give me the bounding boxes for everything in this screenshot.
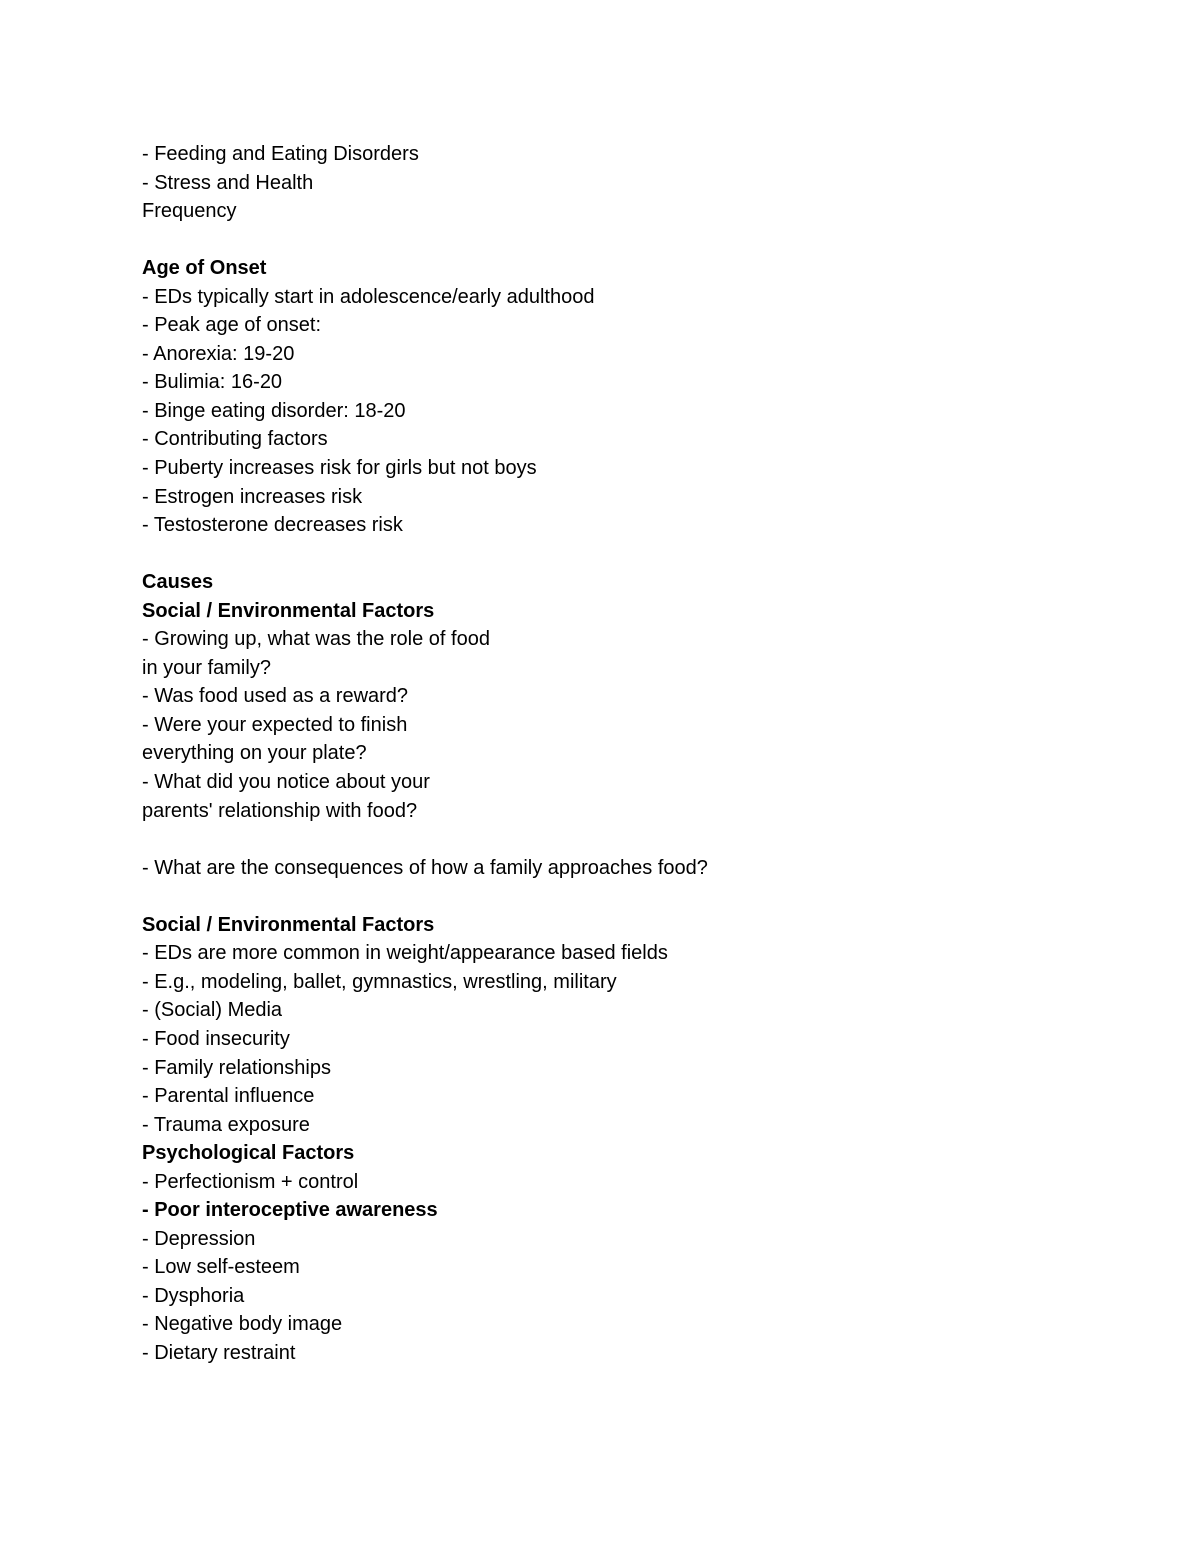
list-item: - Growing up, what was the role of food — [142, 628, 490, 651]
intro-line: - Stress and Health — [142, 171, 314, 194]
spacer — [142, 825, 1142, 854]
list-item: - EDs are more common in weight/appearance based fields — [142, 942, 668, 965]
list-item: - Negative body image — [142, 1313, 343, 1336]
subheading-social-environmental: Social / Environmental Factors — [142, 599, 435, 622]
spacer — [142, 882, 1142, 911]
list-item: - Food insecurity — [142, 1027, 290, 1050]
list-item: - (Social) Media — [142, 999, 283, 1022]
list-item: - Contributing factors — [142, 428, 328, 451]
list-item: - What did you notice about your — [142, 771, 430, 794]
list-item: - Dietary restraint — [142, 1341, 296, 1364]
list-item: - Bulimia: 16-20 — [142, 371, 283, 394]
list-item-emphasized: - Poor interoceptive awareness — [142, 1199, 438, 1222]
section-heading-causes: Causes — [142, 571, 214, 594]
section-heading-social-environmental: Social / Environmental Factors — [142, 913, 435, 936]
intro-line: - Feeding and Eating Disorders — [142, 143, 419, 165]
list-item: - Dysphoria — [142, 1284, 245, 1307]
list-item: - Trauma exposure — [142, 1113, 310, 1136]
list-item: - Was food used as a reward? — [142, 685, 409, 708]
list-item: - Anorexia: 19-20 — [142, 342, 295, 365]
intro-line: Frequency — [142, 200, 237, 223]
section-heading-psychological: Psychological Factors — [142, 1142, 355, 1165]
spacer — [142, 226, 1142, 255]
list-item: - Testosterone decreases risk — [142, 514, 403, 537]
list-item: - Low self-esteem — [142, 1256, 300, 1279]
list-item: - Binge eating disorder: 18-20 — [142, 399, 406, 422]
list-item: - Peak age of onset: — [142, 314, 322, 337]
list-item: in your family? — [142, 656, 271, 679]
list-item: - E.g., modeling, ballet, gymnastics, wrestling, military — [142, 970, 617, 993]
document-page — [142, 140, 1142, 1368]
list-item: everything on your plate? — [142, 742, 367, 765]
list-item: - Puberty increases risk for girls but not boys — [142, 457, 537, 480]
list-item: parents' relationship with food? — [142, 799, 418, 822]
list-item: - Estrogen increases risk — [142, 485, 363, 508]
question-line: - What are the consequences of how a family approaches food? — [142, 856, 708, 879]
list-item: - EDs typically start in adolescence/early adulthood — [142, 285, 595, 308]
section-heading-age-of-onset: Age of Onset — [142, 257, 267, 280]
list-item: - Perfectionism + control — [142, 1170, 359, 1193]
list-item: - Family relationships — [142, 1056, 331, 1079]
list-item: - Depression — [142, 1227, 256, 1250]
spacer — [142, 540, 1142, 569]
list-item: - Were your expected to finish — [142, 713, 408, 736]
list-item: - Parental influence — [142, 1085, 315, 1108]
